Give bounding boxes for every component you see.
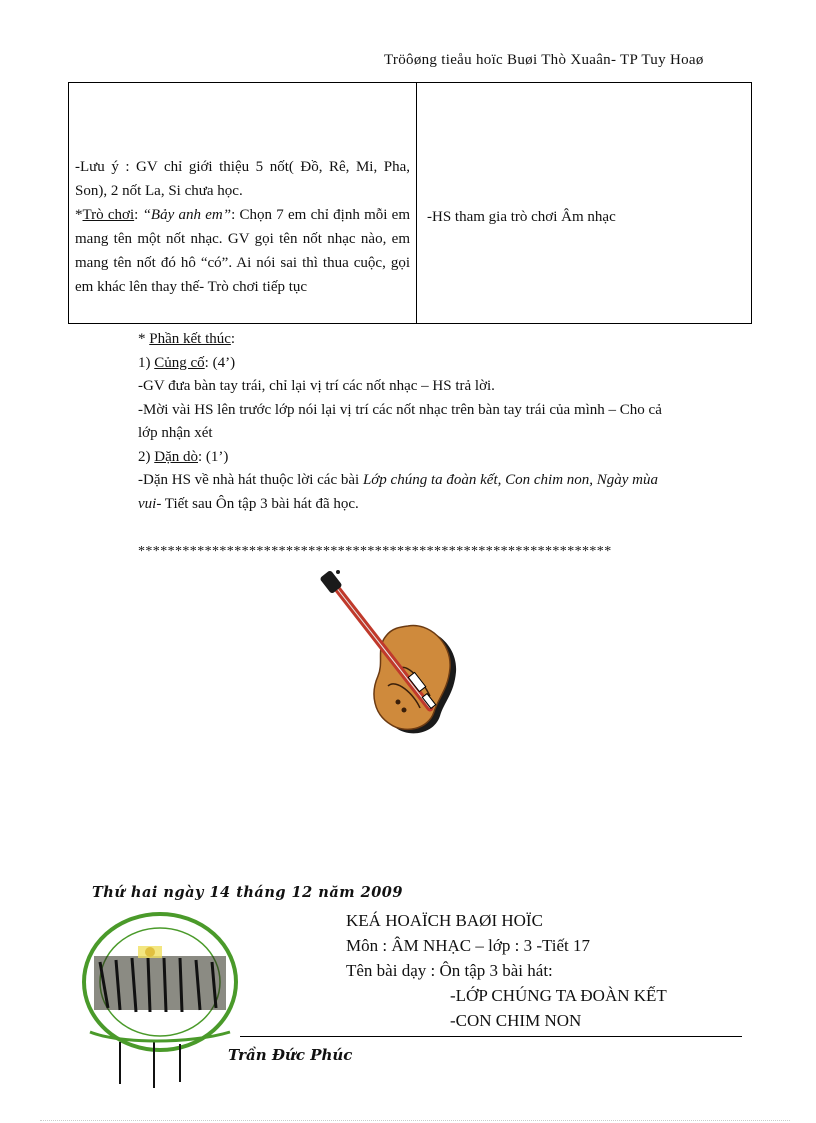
game-paragraph: *Trò chơi: “Bảy anh em”: Chọn 7 em chỉ định mỗi em mang tên một nốt nhạc. GV gọi tên nốt nhạc nào, em mang tên nốt đó hô “có”. Ai nói sai thì thua cuộc, gọi em khác lên thay thế- Trò chơi tiếp tục <box>75 207 410 295</box>
consolidation-heading: 1) Củng cố: (4’) <box>138 354 236 371</box>
star-separator: **************************************************************** <box>138 544 612 559</box>
guitar-icon <box>318 568 468 738</box>
song-2: -CON CHIM NON <box>450 1011 582 1030</box>
lesson-table <box>68 82 752 324</box>
subject-line: Môn : ÂM NHẠC – lớp : 3 -Tiết 17 <box>346 936 591 955</box>
consolidation-line-2: -Mời vài HS lên trước lớp nói lại vị trí các nốt nhạc trên bàn tay trái của mình – Cho cả lớp nhận xét <box>138 401 662 441</box>
closing-heading: * Phần kết thúc: <box>138 331 236 347</box>
song-1: -LỚP CHÚNG TA ĐOÀN KẾT <box>450 986 667 1005</box>
student-activity-cell <box>417 83 752 324</box>
consolidation-line-1: -GV đưa bàn tay trái, chỉ lại vị trí các nốt nhạc – HS trả lời. <box>138 378 495 394</box>
teacher-signature: Trần Đức Phúc <box>228 1046 353 1064</box>
homework-heading: 2) Dặn dò: (1’) <box>138 448 229 465</box>
page-header: Tröôøng tieåu hoïc Buøi Thò Xuaân- TP Tuy Hoaø <box>384 52 704 68</box>
teacher-activity-cell <box>69 83 417 324</box>
homework-songs: Lớp chúng ta đoàn kết, Con chim non, Ngày mùa vui <box>138 472 659 512</box>
game-description: : Chọn 7 em chỉ định mỗi em mang tên một nốt nhạc. GV gọi tên nốt nhạc nào, em mang tên nốt đó hô “có”. Ai nói sai thì thua cuộc, gọi em khác lên thay thế- Trò chơi tiếp tục <box>75 207 410 295</box>
lesson-line: Tên bài dạy : Ôn tập 3 bài hát: <box>346 961 553 980</box>
page-bottom-border <box>40 1120 790 1121</box>
plan-title: KEÁ HOAÏCH BAØI HOÏC <box>346 911 543 930</box>
game-name: “Bảy anh em” <box>142 207 232 223</box>
student-activity-text: -HS tham gia trò chơi Âm nhạc <box>427 209 616 225</box>
closing-section <box>138 328 678 516</box>
game-label: Trò chơi <box>82 207 135 223</box>
footer-rule <box>240 1036 742 1037</box>
homework-line: -Dặn HS về nhà hát thuộc lời các bài Lớp chúng ta đoàn kết, Con chim non, Ngày mùa vui- Tiết sau Ôn tập 3 bài hát đã học. <box>138 472 659 512</box>
date-line: Thứ hai ngày 14 tháng 12 năm 2009 <box>92 884 403 901</box>
note-text: -Lưu ý : GV chỉ giới thiệu 5 nốt( Đồ, Rê, Mi, Pha, Son), 2 nốt La, Si chưa học. <box>75 159 410 199</box>
lesson-plan-block <box>346 908 667 1033</box>
school-seal-icon <box>80 912 240 1092</box>
